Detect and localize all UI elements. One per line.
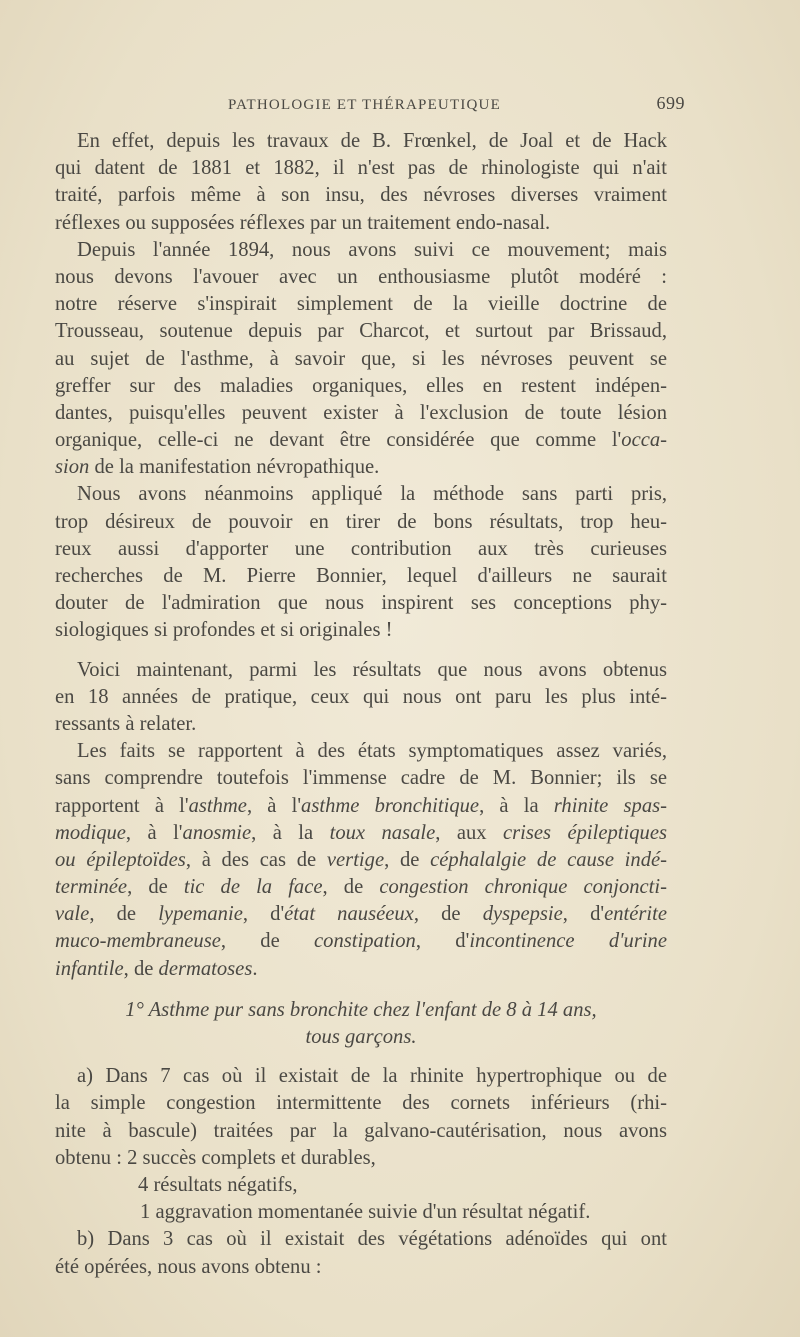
text-segment: , aux xyxy=(435,821,503,844)
text-line: Trousseau, soutenue depuis par Charcot, et surtout par Brissaud, xyxy=(55,320,667,343)
italic-term: asthme xyxy=(188,794,247,817)
italic-term: infantile xyxy=(55,957,124,980)
text-line: en 18 années de pratique, ceux qui nous ont paru les plus inté- xyxy=(55,685,667,708)
section-heading xyxy=(55,997,667,1024)
text-segment: , de xyxy=(322,876,380,899)
text-line: ressants à relater. xyxy=(55,712,197,735)
text-segment: , de xyxy=(384,848,431,871)
text-segment: , à des cas de xyxy=(185,848,327,871)
text-line: greffer sur des maladies organiques, elles en restent indépen- xyxy=(55,374,667,397)
text-segment: , à la xyxy=(251,821,330,844)
text-segment: l' xyxy=(179,794,189,817)
text-line: Les faits se rapportent à des états symptomatiques assez variés, xyxy=(77,740,667,763)
text-line: a) Dans 7 cas où il existait de la rhinite hypertrophique ou de xyxy=(77,1065,667,1088)
text-line: nite à bascule) traitées par la galvano-cautérisation, nous avons xyxy=(55,1119,667,1142)
text-segment: , de xyxy=(123,957,159,980)
italic-term: ou épileptoïdes xyxy=(55,848,186,871)
text-line: qui datent de 1881 et 1882, il n'est pas de rhinologiste qui n'ait xyxy=(55,157,667,180)
paragraph-gap xyxy=(55,1051,667,1063)
text-segment: , à xyxy=(125,821,174,844)
italic-term: anosmie xyxy=(182,821,252,844)
text-line: reux aussi d'apporter une contribution aux très curieuses xyxy=(55,537,667,560)
text-segment: organique, celle-ci ne devant être considérée que comme l' xyxy=(55,429,622,452)
text-segment: l' xyxy=(173,821,183,844)
text-line: sans comprendre toutefois l'immense cadre de M. Bonnier; ils se xyxy=(55,767,667,790)
italic-term: tic de la face xyxy=(183,876,323,899)
result-line: 1 aggravation momentanée suivie d'un résultat négatif. xyxy=(140,1201,591,1224)
italic-term: sion xyxy=(55,456,90,479)
text-segment: l' xyxy=(291,794,302,817)
italic-term: muco-membraneuse xyxy=(55,930,221,953)
text-line: Nous avons néanmoins appliqué la méthode sans parti pris, xyxy=(77,483,667,506)
text-segment: , d' xyxy=(562,903,605,926)
section-gap xyxy=(55,983,667,997)
italic-term: asthme bronchitique xyxy=(301,794,480,817)
italic-term: toux nasale xyxy=(329,821,436,844)
text-segment: de la manifestation névropathique. xyxy=(89,456,380,479)
text-line: recherches de M. Pierre Bonnier, lequel d'ailleurs ne saurait xyxy=(55,565,667,587)
text-line: obtenu : 2 succès complets et durables, xyxy=(55,1146,376,1169)
italic-term: terminée xyxy=(55,876,128,899)
text-segment: , à la xyxy=(479,794,554,817)
text-line xyxy=(55,793,667,820)
text-line xyxy=(55,820,667,847)
text-line: siologiques si profondes et si originales ! xyxy=(55,619,393,642)
italic-term: occa- xyxy=(621,429,667,452)
text-line: Voici maintenant, parmi les résultats que nous avons obtenus xyxy=(77,658,667,681)
text-line: nous devons l'avouer avec un enthousiasme plutôt modéré : xyxy=(55,265,667,288)
text-line xyxy=(55,454,667,481)
italic-term: congestion chronique conjoncti- xyxy=(379,876,667,899)
text-line: au sujet de l'asthme, à savoir que, si les névroses peuvent se xyxy=(55,347,667,370)
text-segment: , à xyxy=(246,794,292,817)
text-line: dantes, puisqu'elles peuvent exister à l'exclusion de toute lésion xyxy=(55,401,667,424)
text-segment: , de xyxy=(413,903,483,926)
italic-term: lypemanie xyxy=(158,903,243,926)
text-line xyxy=(55,847,667,874)
italic-term: dyspepsie xyxy=(482,903,563,926)
text-segment: , de xyxy=(127,876,184,899)
text-segment: , de xyxy=(220,930,315,953)
running-header xyxy=(228,93,685,114)
text-segment: , d' xyxy=(242,903,285,926)
text-line: été opérées, nous avons obtenu : xyxy=(55,1255,322,1278)
text-line: b) Dans 3 cas où il existait des végétations adénoïdes qui ont xyxy=(77,1228,667,1251)
text-line xyxy=(55,901,667,928)
text-line xyxy=(55,956,667,983)
section-heading-line: tous garçons. xyxy=(305,1026,417,1048)
page-number: 699 xyxy=(656,93,685,113)
text-line: la simple congestion intermittente des cornets inférieurs (rhi- xyxy=(55,1092,667,1115)
text-line xyxy=(55,427,667,454)
text-segment: , d' xyxy=(415,930,470,953)
text-line: traité, parfois même à son insu, des névroses diverses vraiment xyxy=(55,184,667,207)
italic-term: vertige xyxy=(326,848,385,871)
italic-term: rhinite spas- xyxy=(553,794,667,817)
italic-term: état nauséeux xyxy=(284,903,414,926)
text-segment: , de xyxy=(89,903,159,926)
text-segment: rapportent à xyxy=(55,794,180,817)
running-title: PATHOLOGIE ET THÉRAPEUTIQUE xyxy=(228,97,501,113)
italic-term: entérite xyxy=(604,903,667,926)
section-heading xyxy=(55,1024,667,1051)
italic-term: modique xyxy=(55,821,126,844)
text-line: trop désireux de pouvoir en tirer de bons résultats, trop heu- xyxy=(55,510,667,533)
body-text xyxy=(55,128,667,1281)
italic-term: constipation xyxy=(314,930,416,953)
section-heading-line: 1° Asthme pur sans bronchite chez l'enfant de 8 à 14 ans, xyxy=(125,998,597,1021)
text-line xyxy=(55,928,667,955)
italic-term: crises épileptiques xyxy=(503,821,667,844)
italic-term: incontinence d'urine xyxy=(469,930,667,953)
text-line: réflexes ou supposées réflexes par un traitement endo-nasal. xyxy=(55,211,551,234)
text-line: En effet, depuis les travaux de B. Frœnkel, de Joal et de Hack xyxy=(77,130,667,152)
text-line xyxy=(55,874,667,901)
italic-term: céphalalgie de cause indé- xyxy=(430,848,667,871)
result-line: 4 résultats négatifs, xyxy=(138,1173,298,1196)
text-segment: . xyxy=(252,957,258,980)
italic-term: vale xyxy=(55,903,90,926)
text-line: Depuis l'année 1894, nous avons suivi ce mouvement; mais xyxy=(77,238,667,261)
paragraph-gap xyxy=(55,645,667,657)
italic-term: dermatoses xyxy=(158,957,253,980)
text-line: douter de l'admiration que nous inspirent ses conceptions phy- xyxy=(55,592,667,615)
text-line: notre réserve s'inspirait simplement de la vieille doctrine de xyxy=(55,293,667,316)
